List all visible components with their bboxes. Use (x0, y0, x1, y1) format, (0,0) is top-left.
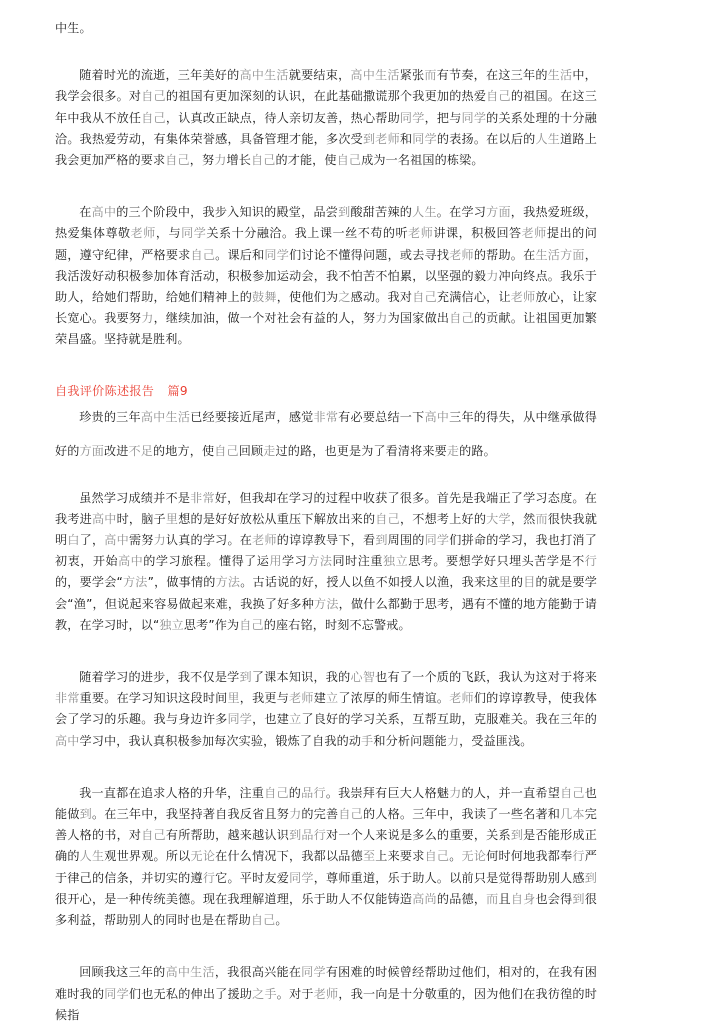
section-heading (55, 382, 597, 400)
spacer (55, 171, 597, 202)
spacer (55, 468, 597, 488)
continuation-line: 中生。 (55, 21, 92, 35)
spacer (55, 931, 597, 962)
paragraph-1: 随着时光的流逝，三年美好的高中生活就要结束，高中生活紧张而有节奏，在这三年的生活中，我学会很多。对自己的祖国有更加深刻的认识，在此基础撒谎那个我更加的热爱自己的祖国。在这三年中我从不放任自己，认真改正缺点，待人亲切友善，热心帮助同学，把与同学的关系处理的十分融洽。我热爱劳动，有集体荣誉感，具备管理才能，多次受到老师和同学的表扬。在以后的人生道路上我会更加严格的要求自己，努力增长自己的才能，使自己成为一名祖国的栋梁。 (55, 68, 597, 168)
spacer (55, 351, 597, 382)
section-heading-title: 自我评价陈述报告 (55, 383, 155, 398)
paragraph-5: 随着学习的进步，我不仅是学到了课本知识，我的心智也有了一个质的飞跃，我认为这对于将来非常重要。在学习知识这段时间里，我更与老师建立了浓厚的师生情谊。老师们的谆谆教导，使我体会了学习的乐趣。我与身边许多同学，也建立了良好的学习关系，互帮互助，克服难关。我在三年的高中学习中，我认真积极参加每次实验，锻炼了自我的动手和分析问题能力，受益匪浅。 (55, 670, 598, 748)
paragraph-3: 珍贵的三年高中生活已经要接近尾声，感觉非常有必要总结一下高中三年的得失，从中继承做得好的方面改进不足的地方，使自己回顾走过的路，也更是为了看清将来要走的路。 (55, 409, 597, 458)
paragraph-6: 我一直都在追求人格的升华，注重自己的品行。我崇拜有巨大人格魅力的人，并一直希望自己也能做到。在三年中，我坚持著自我反省且努力的完善自己的人格。三年中，我读了一些名著和几本完善人格的书，对自己有所帮助，越来越认识到品行对一个人来说是多么的重要，关系到是否能形成正确的人生观世界观。所以无论在什么情况下，我都以品德至上来要求自己。无论何时何地我都奉行严于律己的信条，并切实的遵行它。平时友爱同学，尊师重道，乐于助人。以前只是觉得帮助别人感到很开心，是一种传统美德。现在我理解道理，乐于助人不仅能铸造高尚的品德，而且自身也会得到很多利益，帮助别人的同时也是在帮助自己。 (55, 785, 598, 928)
document-body (55, 18, 597, 1026)
spacer (55, 752, 597, 783)
section-heading-number: 篇9 (167, 383, 188, 398)
spacer (55, 636, 597, 667)
paragraph-7: 回顾我这三年的高中生活，我很高兴能在同学有困难的时候曾经帮助过他们，相对的，在我有困难时我的同学们也无私的伸出了援助之手。对于老师，我一向是十分敬重的，因为他们在我彷徨的时候指 (55, 965, 597, 1022)
paragraph-4: 虽然学习成绩并不是非常好，但我却在学习的过程中收获了很多。首先是我端正了学习态度。在我考进高中时，脑子里想的是好好放松从重压下解放出来的自己，不想考上好的大学，然而很快我就明白了，高中需努力认真的学习。在老师的谆谆教导下，看到周围的同学们拼命的学习，我也打消了初衷，开始高中的学习旅程。懂得了运用学习方法同时注重独立思考。要想学好只埋头苦学是不行的，要学会“方法”，做事情的方法。古话说的好，授人以鱼不如授人以渔，我来这里的目的就是要学会“渔”，但说起来容易做起来难，我换了好多种方法，做什么都勤于思考，遇有不懂的地方能勤于请教，在学习时，以“独立思考”作为自己的座右铭，时刻不忘警戒。 (55, 490, 597, 632)
spacer (55, 39, 597, 65)
paragraph-2: 在高中的三个阶段中，我步入知识的殿堂，品尝到酸甜苦辣的人生。在学习方面，我热爱班级，热爱集体尊敬老师，与同学关系十分融洽。我上课一丝不苟的听老师讲课，积极回答老师提出的问题，遵守纪律，严格要求自己。课后和同学们讨论不懂得问题，或去寻找老师的帮助。在生活方面，我活泼好动积极参加体育活动，积极参加运动会，我不怕苦不怕累，以坚强的毅力冲向终点。我乐于助人，给她们帮助，给她们精神上的鼓舞，使他们为之感动。我对自己充满信心，让老师放心，让家长宽心。我要努力，继续加油，做一个对社会有益的人，努力为国家做出自己的贡献。让祖国更加繁荣昌盛。坚持就是胜利。 (55, 205, 598, 347)
